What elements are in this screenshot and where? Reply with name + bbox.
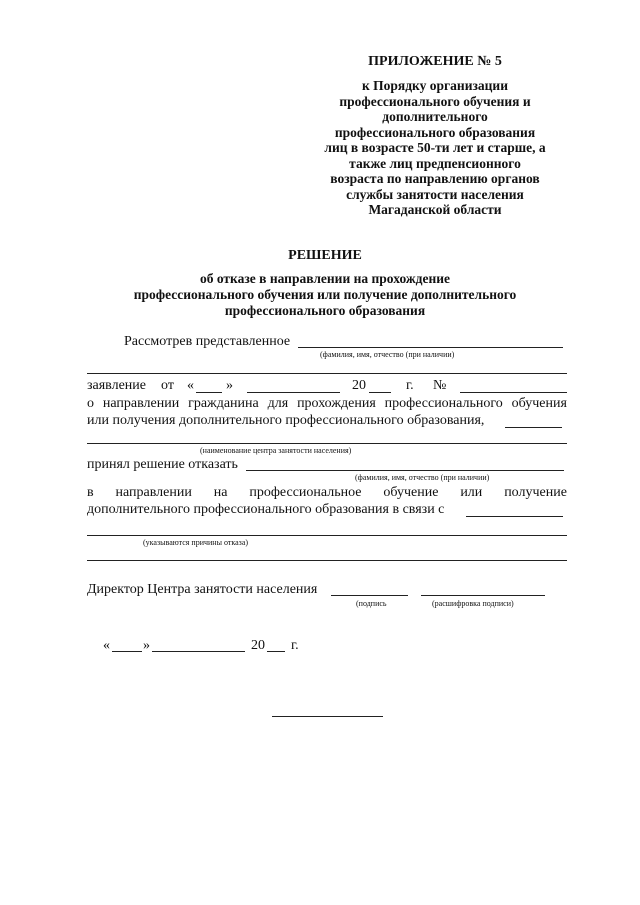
additional-text: дополнительного профессионального образования в связи с xyxy=(87,502,445,517)
appendix-line: возраста по направлению органов xyxy=(330,171,540,186)
decision-subtitle-line: профессионального обучения или получение дополнительного xyxy=(133,287,517,302)
reason-continuation-field-2[interactable] xyxy=(87,560,567,561)
date-year-prefix: 20 xyxy=(251,638,265,653)
date-open-quote: « xyxy=(103,638,110,653)
direction-word: в xyxy=(87,485,94,500)
signature-hint: (подпись xyxy=(356,599,387,608)
date-year-suffix: г. xyxy=(291,638,299,653)
director-label: Директор Центра занятости населения xyxy=(87,582,318,597)
reason-field[interactable] xyxy=(466,516,563,517)
decision-subtitle-line: об отказе в направлении на прохождение xyxy=(199,271,451,286)
fio-hint: (фамилия, имя, отчество (при наличии) xyxy=(320,350,455,359)
refused-person-fio-field[interactable] xyxy=(246,470,564,471)
application-month-field[interactable] xyxy=(247,392,340,393)
application-number-field[interactable] xyxy=(460,392,567,393)
or-receive-text: или получения дополнительного профессионального образования, xyxy=(87,413,485,428)
open-quote: « xyxy=(187,378,194,393)
direction-word: направлении xyxy=(115,485,192,500)
appendix-line: Магаданской области xyxy=(368,202,502,217)
signature-decode-field[interactable] xyxy=(421,595,545,596)
direction-word: или xyxy=(460,485,483,500)
appendix-line: к Порядку организации xyxy=(362,78,508,93)
referral-word: о xyxy=(87,396,94,411)
application-year-field[interactable] xyxy=(369,392,391,393)
reasons-hint: (указываются причины отказа) xyxy=(143,538,249,547)
decision-title: РЕШЕНИЕ xyxy=(288,248,362,263)
appendix-line: службы занятости населения xyxy=(346,186,524,202)
appendix-line: дополнительного xyxy=(382,109,488,124)
date-close-quote: » xyxy=(143,638,150,653)
direction-word: получение xyxy=(504,485,567,500)
appendix-line: также лиц предпенсионного xyxy=(349,155,521,171)
direction-word: обучение xyxy=(383,485,439,500)
close-quote: » xyxy=(226,378,233,393)
decode-hint: (расшифровка подписи) xyxy=(432,599,514,608)
reason-continuation-field[interactable] xyxy=(87,535,567,536)
application-day-field[interactable] xyxy=(196,392,222,393)
referral-word: гражданина xyxy=(188,396,259,411)
appendix-line: лиц в возрасте 50-ти лет и старше, а xyxy=(324,140,546,155)
referral-word: направлении xyxy=(102,396,180,411)
employment-center-field[interactable] xyxy=(87,443,567,444)
appendix-line: профессионального обучения и xyxy=(339,93,531,109)
application-label: заявление xyxy=(87,378,147,393)
date-month-field[interactable] xyxy=(152,651,245,652)
from-label: от xyxy=(161,378,174,393)
direction-word: профессиональное xyxy=(249,485,362,500)
referral-word: для xyxy=(267,396,289,411)
year-suffix: г. xyxy=(406,378,414,393)
year-prefix: 20 xyxy=(352,378,366,393)
referral-word: профессионального xyxy=(384,396,503,411)
closing-divider xyxy=(272,716,383,717)
referral-tail-field[interactable] xyxy=(505,427,562,428)
referral-word: обучения xyxy=(511,396,567,411)
direction-line xyxy=(87,485,567,501)
signature-field[interactable] xyxy=(331,595,408,596)
date-day-field[interactable] xyxy=(112,651,142,652)
applicant-fio-continuation-field[interactable] xyxy=(87,373,567,374)
number-sign: № xyxy=(433,378,447,393)
appendix-line: профессионального образования xyxy=(334,124,536,140)
direction-word: на xyxy=(213,485,228,500)
decided-label: принял решение отказать xyxy=(87,457,238,472)
decision-subtitle-line: профессионального образования xyxy=(224,303,426,318)
center-hint: (наименование центра занятости населения) xyxy=(200,446,352,455)
reviewed-label: Рассмотрев представленное xyxy=(124,334,291,349)
referral-word: прохождения xyxy=(297,396,376,411)
fio-hint: (фамилия, имя, отчество (при наличии) xyxy=(355,473,490,482)
date-year-field[interactable] xyxy=(267,651,285,652)
applicant-fio-field[interactable] xyxy=(298,347,563,348)
appendix-title: ПРИЛОЖЕНИЕ № 5 xyxy=(368,54,502,69)
referral-line xyxy=(87,396,567,412)
